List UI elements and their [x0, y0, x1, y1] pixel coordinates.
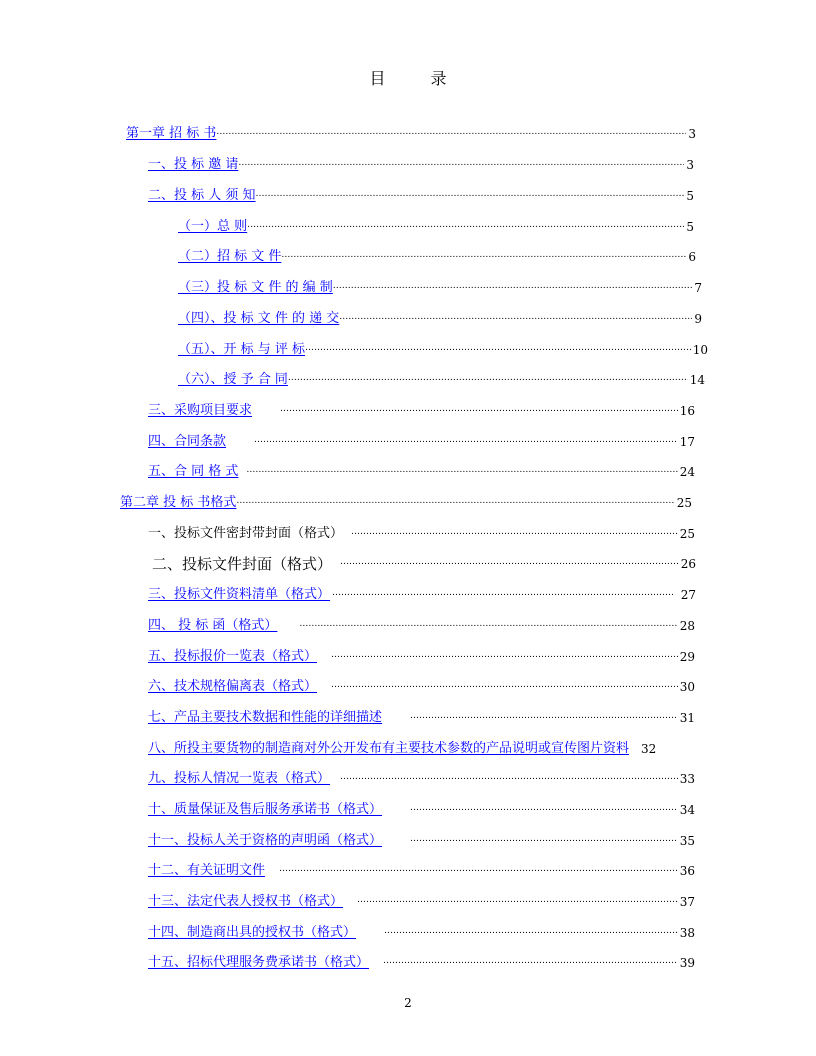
toc-leader: [333, 278, 693, 294]
toc-entry-page: 29: [679, 650, 695, 664]
toc-entry-label[interactable]: 十、质量保证及售后服务承诺书（格式）: [148, 802, 383, 817]
toc-entry-page: 36: [679, 864, 695, 878]
toc-entry-page: 7: [694, 281, 702, 295]
toc-entry-page: 9: [694, 312, 702, 326]
toc-leader: [216, 124, 686, 140]
toc-title: 目 录: [369, 69, 467, 88]
toc-leader: [383, 953, 678, 969]
toc-entry-label[interactable]: 十四、制造商出具的授权书（格式）: [148, 925, 357, 940]
toc-entry-page: 25: [676, 496, 692, 510]
toc-entry[interactable]: [148, 645, 695, 665]
toc-entry-chapter-2[interactable]: [120, 491, 692, 511]
toc-leader: [340, 554, 679, 570]
toc-entry[interactable]: [148, 583, 696, 603]
toc-entry-label[interactable]: （四）、投 标 文 件 的 递 交: [178, 311, 340, 326]
toc-leader: [254, 432, 678, 448]
toc-entry[interactable]: [148, 737, 695, 757]
toc-entry-page: 30: [679, 680, 695, 694]
page-number: 2: [404, 996, 412, 1010]
toc-entry-page: 6: [688, 250, 696, 264]
toc-leader: [238, 155, 684, 171]
toc-entry-label[interactable]: 十五、招标代理服务费承诺书（格式）: [148, 955, 370, 970]
toc-leader: [339, 309, 692, 325]
toc-entry[interactable]: [148, 798, 695, 818]
toc-entry-label[interactable]: 三、采购项目要求: [148, 403, 253, 418]
toc-entry[interactable]: [148, 706, 695, 726]
toc-entry-label[interactable]: （三）投 标 文 件 的 编 制: [178, 280, 333, 295]
toc-entry[interactable]: [148, 430, 695, 450]
toc-entry-page: 33: [679, 772, 695, 786]
toc-entry-label[interactable]: 一、投 标 邀 请: [148, 157, 239, 172]
toc-entry-label[interactable]: 四、合同条款: [148, 434, 227, 449]
toc-entry[interactable]: [148, 460, 695, 480]
toc-entry[interactable]: [148, 829, 695, 849]
toc-entry-page: 35: [679, 834, 695, 848]
toc-entry[interactable]: [148, 951, 695, 971]
toc-entry-page: 14: [689, 373, 705, 387]
toc-leader: [351, 524, 678, 540]
toc-entry-page: 37: [679, 895, 695, 909]
toc-leader: [331, 677, 678, 693]
toc-entry-label[interactable]: 一、投标文件密封带封面（格式）: [148, 526, 344, 541]
toc-entry-label[interactable]: 第二章 投 标 书格式: [120, 495, 237, 510]
toc-entry-label[interactable]: 四、 投 标 函（格式）: [148, 618, 278, 633]
toc-entry-label[interactable]: （六）、授 予 合 同: [178, 372, 288, 387]
toc-entry-page: 17: [679, 435, 695, 449]
toc-entry-page: 24: [679, 465, 695, 479]
toc-entry-page: 10: [692, 343, 708, 357]
toc-leader: [299, 616, 677, 632]
toc-leader: [280, 401, 678, 417]
toc-leader: [357, 892, 678, 908]
toc-entry-label[interactable]: （二）招 标 文 件: [178, 249, 282, 264]
toc-leader: [331, 647, 678, 663]
toc-entry-page: 5: [686, 220, 694, 234]
toc-entry-page: 38: [679, 926, 695, 940]
toc-leader: [256, 186, 685, 202]
toc-entry-page: 3: [688, 127, 696, 141]
toc-entry-label[interactable]: 十二、有关证明文件: [148, 863, 266, 878]
toc-entry-label[interactable]: 十一、投标人关于资格的声明函（格式）: [148, 833, 383, 848]
toc-entry[interactable]: [178, 368, 705, 388]
toc-entry[interactable]: [148, 859, 695, 879]
toc-entry-chapter-1[interactable]: [126, 122, 696, 142]
toc-entry-label[interactable]: 九、投标人情况一览表（格式）: [148, 771, 331, 786]
toc-entry-page: 25: [679, 527, 695, 541]
toc-entry[interactable]: [148, 184, 694, 204]
toc-entry-page: 39: [679, 956, 695, 970]
toc-entry-label[interactable]: 三、投标文件资料清单（格式）: [148, 587, 331, 602]
toc-entry[interactable]: [148, 921, 695, 941]
toc-entry[interactable]: [148, 522, 695, 542]
toc-leader: [384, 923, 678, 939]
toc-entry-label[interactable]: 五、合 同 格 式: [148, 464, 239, 479]
toc-entry[interactable]: [152, 552, 696, 572]
toc-entry-page: 5: [686, 189, 694, 203]
toc-entry-label[interactable]: 六、技术规格偏离表（格式）: [148, 679, 318, 694]
toc-leader: [340, 769, 678, 785]
toc-entry-page: 31: [679, 711, 695, 725]
toc-entry-label[interactable]: 第一章 招 标 书: [126, 126, 217, 141]
toc-entry-label[interactable]: 七、产品主要技术数据和性能的详细描述: [148, 710, 383, 725]
toc-entry[interactable]: [178, 276, 702, 296]
toc-entry[interactable]: [148, 614, 695, 634]
toc-leader: [236, 493, 674, 509]
toc-leader: [279, 861, 678, 877]
toc-entry-page: 32: [641, 742, 657, 756]
toc-entry-label[interactable]: 五、投标报价一览表（格式）: [148, 649, 318, 664]
toc-entry[interactable]: [148, 890, 695, 910]
toc-entry-page: 16: [679, 404, 695, 418]
toc-entry-page: 28: [679, 619, 695, 633]
toc-entry[interactable]: [148, 399, 695, 419]
toc-leader: [288, 370, 688, 386]
toc-entry[interactable]: [148, 153, 694, 173]
toc-entry[interactable]: [148, 675, 695, 695]
toc-entry-page: 3: [686, 158, 694, 172]
toc-leader: [410, 800, 678, 816]
toc-entry-page: 27: [680, 588, 696, 602]
toc-leader: [410, 831, 678, 847]
toc-entry[interactable]: [178, 245, 696, 265]
toc-entry[interactable]: [178, 215, 694, 235]
toc-entry[interactable]: [178, 307, 702, 327]
toc-entry-label[interactable]: 二、投标文件封面（格式）: [152, 555, 333, 573]
toc-entry-label[interactable]: （一）总 则: [178, 219, 248, 234]
toc-entry[interactable]: [148, 767, 695, 787]
toc-entry-page: 26: [680, 557, 696, 571]
toc-entry-label[interactable]: 八、所投主要货物的制造商对外公开发布有主要技术参数的产品说明或宣传图片资料: [148, 741, 630, 756]
toc-leader: [410, 708, 678, 724]
toc-entry-label[interactable]: 二、投 标 人 须 知: [148, 188, 256, 203]
toc-leader: [281, 247, 686, 263]
toc-leader: [247, 217, 684, 233]
toc-entry[interactable]: [178, 338, 708, 358]
toc-leader: [305, 340, 691, 356]
toc-entry-label[interactable]: （五）、开 标 与 评 标: [178, 342, 306, 357]
toc-entry-label[interactable]: 十三、法定代表人授权书（格式）: [148, 894, 344, 909]
toc-leader: [332, 585, 673, 601]
toc-leader: [246, 462, 677, 478]
toc-entry-page: 34: [679, 803, 695, 817]
